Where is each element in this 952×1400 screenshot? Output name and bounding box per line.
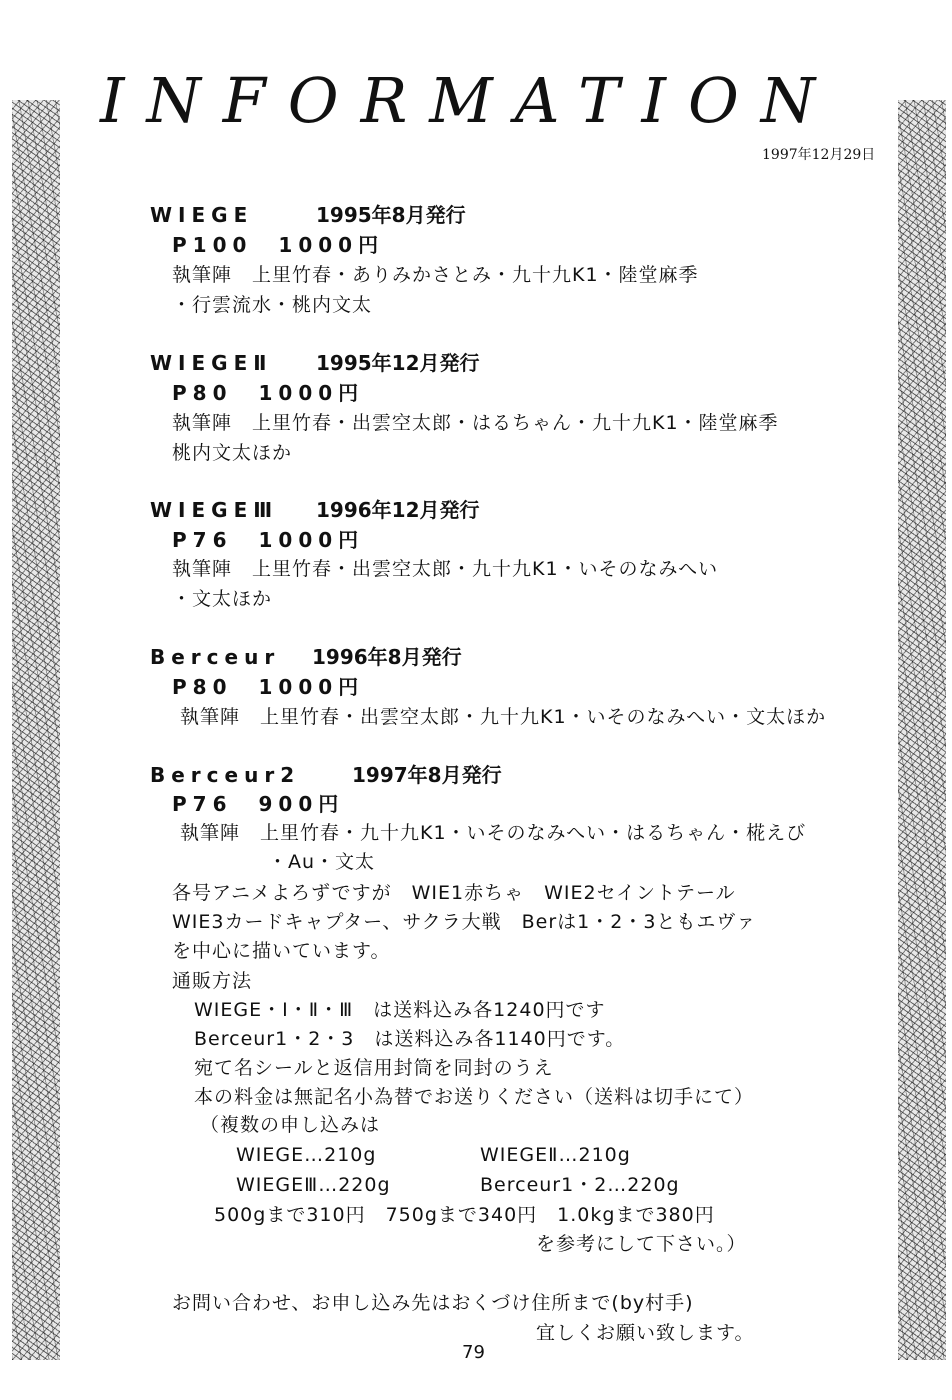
entry-pages-price: P80 1000円 [172, 675, 365, 699]
mail-order-line: （複数の申し込みは [200, 1114, 381, 1136]
entry-release: 1995年8月発行 [316, 203, 466, 227]
weight-item: Berceur1・2…220g [480, 1174, 680, 1196]
entry-authors: 桃内文太ほか [172, 442, 293, 464]
issue-date: 1997年12月29日 [762, 147, 876, 163]
themes-text: 各号アニメよろずですが WIE1赤ちゃ WIE2セイントテール [172, 882, 736, 904]
themes-text: WIE3カードキャプター、サクラ大戦 Berは1・2・3ともエヴァ [172, 911, 757, 933]
entry-release: 1996年12月発行 [316, 498, 480, 522]
entry-authors: ・Au・文太 [268, 851, 376, 873]
entry-release: 1995年12月発行 [316, 351, 480, 375]
entry-authors: ・文太ほか [172, 588, 273, 610]
postage-note: を参考にして下さい。） [536, 1233, 747, 1255]
entry-title: WIEGE [150, 203, 254, 227]
entry-authors: ・行雲流水・桃内文太 [172, 294, 373, 316]
weight-item: WIEGE…210g [236, 1144, 377, 1166]
mail-order-heading: 通販方法 [172, 970, 253, 992]
decorative-border-left [12, 100, 60, 1360]
entry-release: 1997年8月発行 [352, 763, 502, 787]
entry-pages-price: P100 1000円 [172, 233, 385, 257]
mail-order-line: WIEGE・Ⅰ・Ⅱ・Ⅲ は送料込み各1240円です [194, 999, 606, 1021]
postage-rates: 500gまで310円 750gまで340円 1.0kgまで380円 [214, 1204, 715, 1226]
entry-title: Berceur [150, 645, 281, 669]
entry-authors: 執筆陣 上里竹春・九十九K1・いそのなみへい・はるちゃん・椛えび [180, 822, 807, 844]
closing-text: 宜しくお願い致します。 [536, 1322, 755, 1344]
page-number: 79 [462, 1342, 485, 1363]
weight-item: WIEGEⅡ…210g [480, 1144, 631, 1166]
mail-order-line: Berceur1・2・3 は送料込み各1140円です。 [194, 1028, 626, 1050]
entry-authors: 執筆陣 上里竹春・出雲空太郎・はるちゃん・九十九K1・陸堂麻季 [172, 412, 779, 434]
decorative-border-right [898, 100, 946, 1360]
contact-text: お問い合わせ、お申し込み先はおくづけ住所まで(by村手) [172, 1292, 694, 1314]
entry-pages-price: P76 1000円 [172, 528, 365, 552]
entry-authors: 執筆陣 上里竹春・出雲空太郎・九十九K1・いそのなみへい [172, 558, 719, 580]
weight-item: WIEGEⅢ…220g [236, 1174, 391, 1196]
entry-authors: 執筆陣 上里竹春・ありみかさとみ・九十九K1・陸堂麻季 [172, 264, 699, 286]
themes-text: を中心に描いています。 [172, 940, 391, 962]
entry-pages-price: P76 900円 [172, 792, 345, 816]
entry-release: 1996年8月発行 [312, 645, 462, 669]
page-title: INFORMATION [100, 64, 838, 137]
entry-title: WIEGEⅢ [150, 498, 279, 522]
mail-order-line: 本の料金は無記名小為替でお送りください（送料は切手にて） [194, 1086, 755, 1108]
entry-title: WIEGEⅡ [150, 351, 273, 375]
mail-order-line: 宛て名シールと返信用封筒を同封のうえ [194, 1057, 554, 1079]
entry-authors: 執筆陣 上里竹春・出雲空太郎・九十九K1・いそのなみへい・文太ほか [180, 706, 827, 728]
entry-title: Berceur2 [150, 763, 301, 787]
entry-pages-price: P80 1000円 [172, 381, 365, 405]
